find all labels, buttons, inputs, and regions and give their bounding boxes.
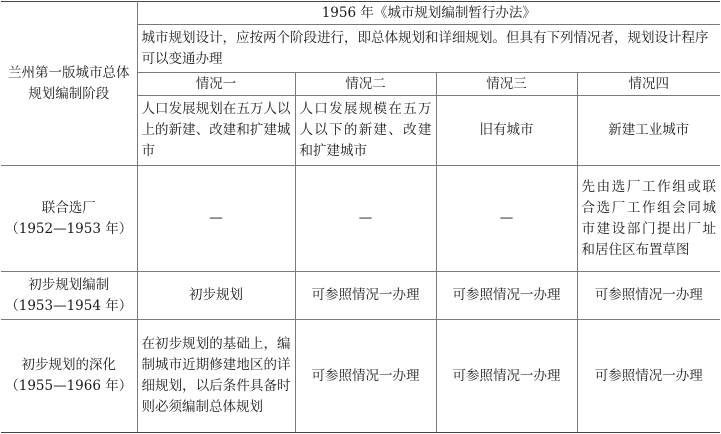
data-cell: 可参照情况一办理: [295, 320, 436, 433]
data-cell: 在初步规划的基础上，编制城市近期修建地区的详细规划，以后条件具备时则必须编制总体规划: [137, 320, 295, 433]
table-row: [1, 272, 720, 320]
table-row: [1, 166, 720, 272]
stage-header-cell: [1, 2, 137, 166]
data-cell: 可参照情况一办理: [295, 272, 436, 320]
document-title: 1956 年《城市规划编制暂行办法》: [321, 4, 536, 21]
planning-stages-table: [1, 1, 720, 433]
case-header-2: 情况二: [295, 73, 436, 96]
stage-cell: [1, 272, 137, 320]
description-cell: [137, 25, 720, 73]
data-cell: 可参照情况一办理: [436, 272, 577, 320]
case-description-4: 新建工业城市: [577, 96, 720, 166]
case-header-3: 情况三: [436, 73, 577, 96]
data-cell: —: [436, 166, 577, 272]
stage-cell: [1, 320, 137, 433]
case-description-1: 人口发展规划在五万人以上的新建、改建和扩建城市: [137, 96, 295, 166]
table-row: [1, 320, 720, 433]
stage-name: 联合选厂: [41, 199, 96, 216]
case-header-1: 情况一: [137, 73, 295, 96]
stage-cell: [1, 166, 137, 272]
case-header-4: 情况四: [577, 73, 720, 96]
stage-name: 初步规划的深化: [21, 357, 116, 373]
data-cell: 可参照情况一办理: [577, 272, 720, 320]
stage-period: （1952—1953 年）: [5, 220, 133, 237]
stage-period: （1953—1954 年）: [5, 297, 133, 314]
data-cell: 可参照情况一办理: [436, 320, 577, 433]
data-cell: 初步规划: [137, 272, 295, 320]
data-cell: —: [295, 166, 436, 272]
data-cell: 可参照情况一办理: [577, 320, 720, 433]
document-title-cell: [137, 2, 720, 25]
data-cell: 先由选厂工作组或联合选厂工作组会同城市建设部门提出厂址和居住区布置草图: [577, 166, 720, 272]
case-description-3: 旧有城市: [436, 96, 577, 166]
stage-period: （1955—1966 年）: [5, 378, 133, 394]
data-cell: —: [137, 166, 295, 272]
document-description: 城市规划设计，应按两个阶段进行，即总体规划和详细规划。但具有下列情况者，规划设计程序可以变通办理: [141, 29, 709, 67]
case-description-2: 人口发展规模在五万人以下的新建、改建和扩建城市: [295, 96, 436, 166]
stage-header-label: 兰州第一版城市总体规划编制阶段: [8, 64, 130, 102]
stage-name: 初步规划编制: [28, 276, 110, 293]
